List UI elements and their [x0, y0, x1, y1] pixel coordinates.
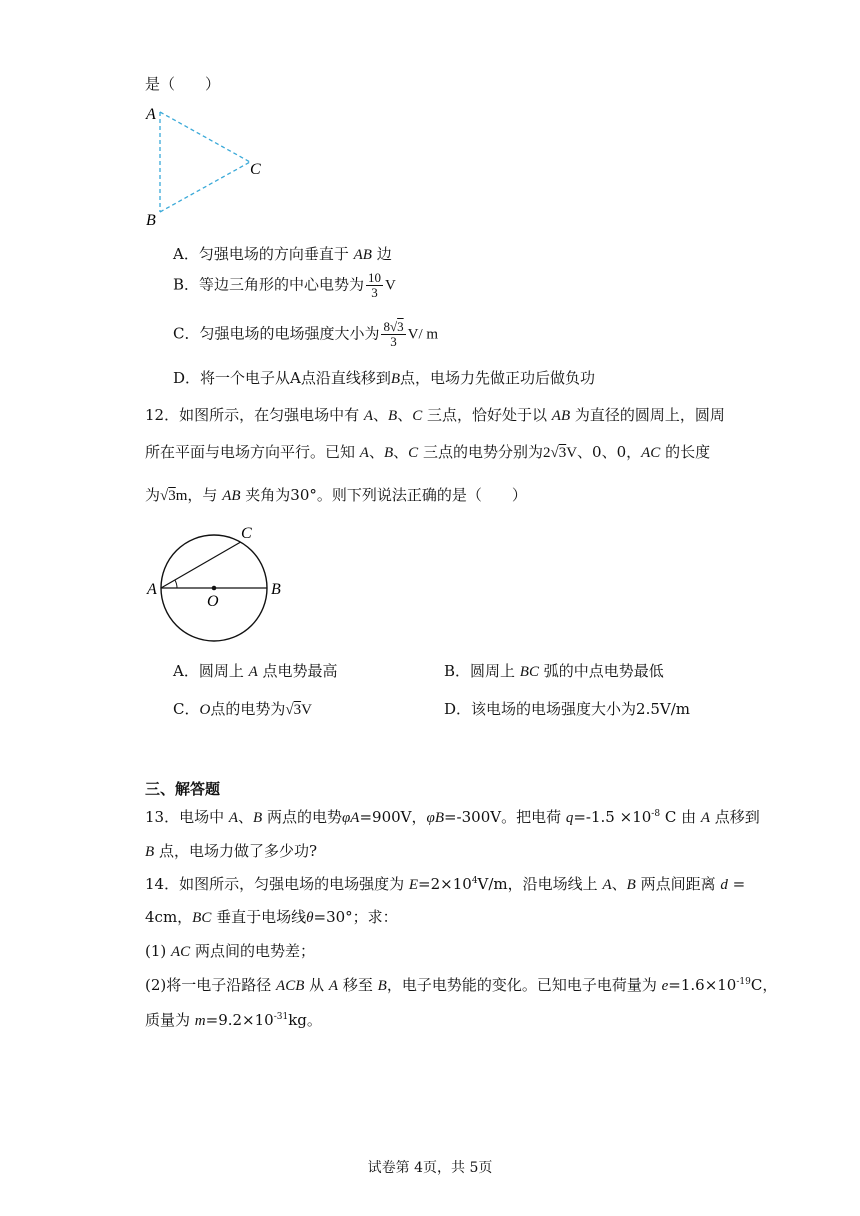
- q14-line4: (2)将一电子沿路径 ACB 从 A 移至 B，电子电势能的变化。已知电子电荷量为 $e=1.6\times 10^{-19}C$，: [145, 976, 778, 994]
- q12-stem-line3: 为√3m，与 AB 夹角为30°。则下列说法正确的是（ ）: [145, 486, 527, 504]
- circle-label-b: B: [271, 581, 281, 598]
- circle-label-a: A: [147, 581, 157, 598]
- triangle-edge-bc: [160, 162, 250, 212]
- center-point: [212, 586, 217, 591]
- q11-triangle-figure: [140, 100, 280, 230]
- circle-label-c: C: [241, 525, 252, 542]
- q11-stem-tail: 是（ ）: [145, 75, 221, 93]
- q12-option-d: D．该电场的电场强度大小为2.5V/m: [444, 700, 690, 718]
- q11-option-d: D．将一个电子从A点沿直线移到B点，电场力先做正功后做负功: [173, 369, 596, 387]
- fraction: $\frac{10}{3}$: [368, 270, 382, 300]
- triangle-label-c: C: [250, 161, 261, 178]
- q11-option-b: B．等边三角形的中心电势为 $\frac{10}{3}$ V: [173, 270, 396, 300]
- angle-arc: [175, 580, 177, 588]
- page-footer: 试卷第 4页，共 5页: [367, 1160, 493, 1176]
- q12-option-b: B．圆周上 BC 弧的中点电势最低: [444, 662, 664, 680]
- fraction: $\frac{8√3}{3}$: [383, 319, 404, 349]
- q13-line1: 13．电场中 A、B 两点的电势φA=900V，φB=-300V。把电荷 $q=-1.5 \times 10^{-8}$ C 由 A 点移到: [145, 808, 760, 826]
- section-title: 三、解答题: [145, 780, 221, 798]
- q14-line3: (1) AC 两点间的电势差；: [145, 942, 315, 960]
- triangle-edge-ac: [160, 112, 250, 162]
- triangle-label-a: A: [146, 106, 156, 123]
- triangle-label-b: B: [146, 212, 156, 229]
- q11-option-c: C．匀强电场的电场强度大小为 $\frac{8√3}{3}$ V/ m: [173, 319, 439, 349]
- chord-ac: [161, 542, 241, 588]
- q14-line5: 质量为 $m=9.2\times 10^{-31}kg$。: [145, 1011, 322, 1029]
- q13-line2: B 点，电场力做了多少功?: [145, 842, 317, 860]
- q12-stem-line2: 所在平面与电场方向平行。已知 A、B、C 三点的电势分别为2√3V、0、0，AC 的长度: [145, 443, 711, 461]
- q12-stem-line1: 12．如图所示，在匀强电场中有 A、B、C 三点，恰好处于以 AB 为直径的圆周上，圆周: [145, 406, 725, 424]
- q14-line2: 4cm，BC 垂直于电场线θ=30°；求：: [145, 908, 398, 926]
- q14-line1: 14．如图所示，匀强电场的电场强度为 $E=2\times 10^4V/m$，沿电场线上 A、B 两点间距离 d =: [145, 875, 746, 893]
- q12-option-a: A．圆周上 A 点电势最高: [173, 662, 338, 680]
- q12-option-c: C．O点的电势为√3V: [173, 700, 312, 718]
- q12-circle-figure: [140, 518, 300, 648]
- circle-label-o: O: [207, 593, 219, 610]
- q11-option-a: A．匀强电场的方向垂直于 AB 边: [173, 245, 392, 263]
